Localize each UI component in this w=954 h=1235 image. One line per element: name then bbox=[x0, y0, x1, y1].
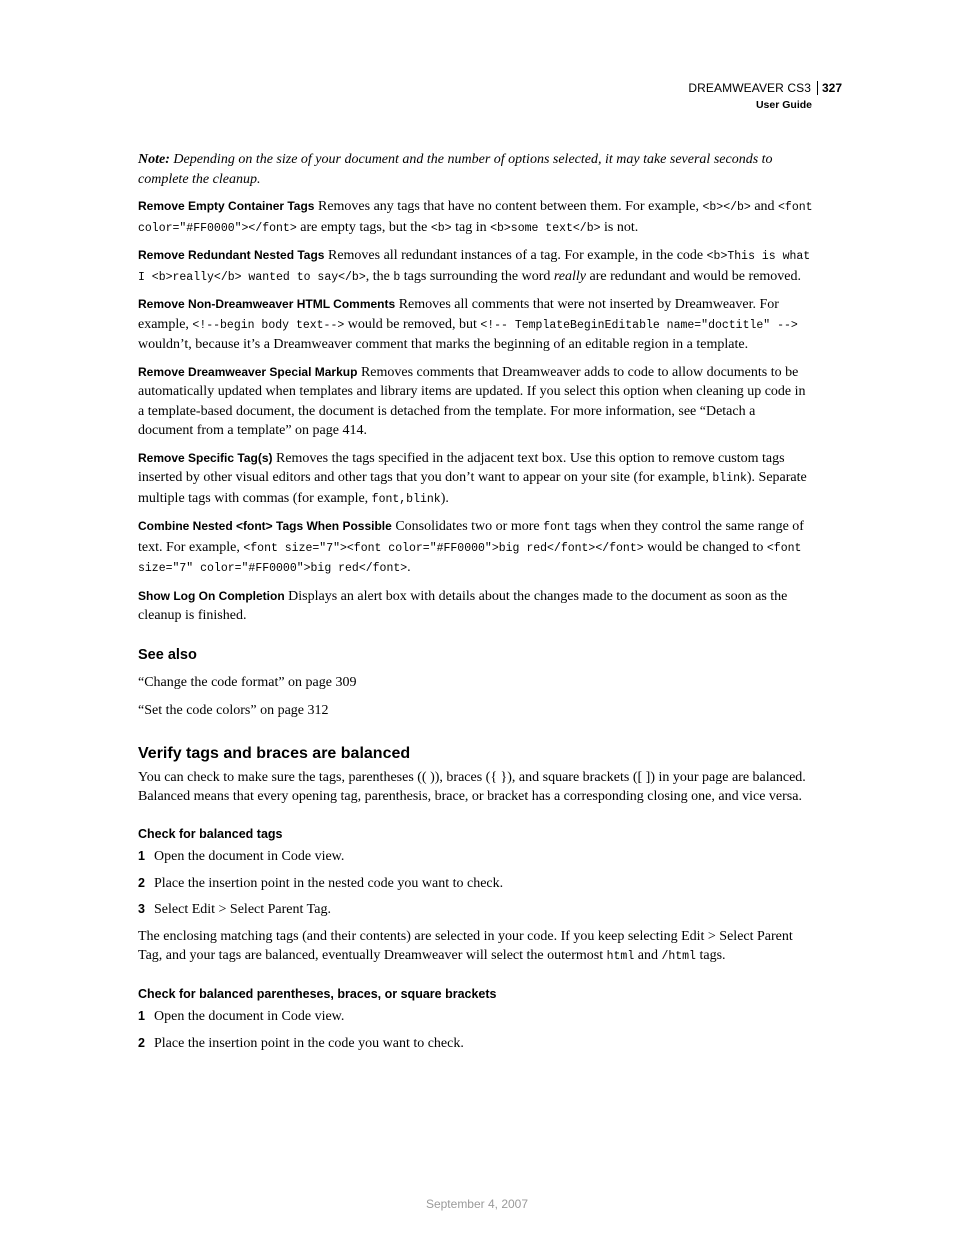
option-term: Remove Dreamweaver Special Markup bbox=[138, 364, 358, 379]
option-combine-nested-font-tags bbox=[138, 517, 814, 579]
step-text: Select Edit > Select Parent Tag. bbox=[154, 902, 331, 917]
option-text: . bbox=[407, 560, 411, 575]
option-remove-empty-container-tags bbox=[138, 197, 814, 238]
step-text: Open the document in Code view. bbox=[154, 849, 345, 864]
section-intro: You can check to make sure the tags, parentheses (( )), braces ({ }), and square brackets ([ ]) in your page are balanced. Balanced means that every opening tag, parenthesis, brace, or bracket has a corresponding closing one, and vice versa. bbox=[138, 769, 806, 804]
option-text: would be changed to bbox=[643, 539, 767, 555]
footer-date: September 4, 2007 bbox=[425, 1197, 529, 1211]
option-text: are redundant and would be removed. bbox=[586, 268, 801, 284]
option-text: Removes all comments that were not inserted by Dreamweaver. For example, bbox=[138, 297, 779, 332]
step-number: 1 bbox=[138, 849, 145, 863]
step-number: 3 bbox=[138, 902, 145, 916]
step-item bbox=[138, 1007, 814, 1027]
option-text: tags when they control the same range of text. For example, bbox=[138, 519, 804, 555]
option-text: Displays an alert box with details about the changes made to the document as soon as the cleanup is finished. bbox=[138, 588, 788, 623]
option-term: Remove Specific Tag(s) bbox=[138, 450, 273, 465]
note-paragraph bbox=[138, 150, 814, 189]
option-text: are empty tags, but the bbox=[296, 219, 431, 235]
option-text: , the bbox=[365, 268, 394, 284]
code-sample: font bbox=[543, 521, 571, 534]
option-term: Remove Redundant Nested Tags bbox=[138, 248, 325, 262]
guide-name: User Guide bbox=[755, 99, 812, 111]
see-also-heading: See also bbox=[138, 646, 197, 663]
code-sample: b bbox=[393, 270, 401, 284]
step-item bbox=[138, 1034, 814, 1054]
section-heading: Verify tags and braces are balanced bbox=[138, 745, 411, 762]
code-sample: <b>some text</b> bbox=[490, 221, 601, 235]
result-text: The enclosing matching tags (and their contents) are selected in your code. If you keep selecting Edit > Select Parent Tag, and your tags are balanced, eventually Dreamweaver will select the outermost bbox=[138, 928, 793, 963]
see-also-link[interactable]: “Set the code colors” on page 312 bbox=[138, 702, 329, 718]
page-number: 327 bbox=[822, 81, 843, 95]
step-number: 2 bbox=[138, 875, 145, 890]
option-text: Removes the tags specified in the adjacent text box. Use this option to remove custom tags inserted by other visual editors and other tags that you don’t want to appear on your site (for example, bbox=[138, 450, 785, 485]
step-text: Open the document in Code view. bbox=[154, 1009, 345, 1024]
see-also-link[interactable]: “Change the code format” on page 309 bbox=[138, 675, 357, 690]
option-remove-redundant-nested-tags bbox=[138, 246, 814, 287]
option-term: Combine Nested <font> Tags When Possible bbox=[138, 519, 392, 533]
option-text: tags surrounding the word bbox=[400, 268, 554, 284]
note-text: Depending on the size of your document and the number of options selected, it may take several seconds to complete the cleanup. bbox=[138, 152, 773, 187]
subsection-heading: Check for balanced tags bbox=[138, 826, 283, 841]
option-term: Show Log On Completion bbox=[138, 588, 285, 603]
step-text: Place the insertion point in the nested code you want to check. bbox=[154, 875, 504, 891]
step-item bbox=[138, 874, 814, 894]
code-sample: <!-- TemplateBeginEditable name="doctitle" --> bbox=[480, 318, 798, 332]
note-label: Note: bbox=[138, 152, 170, 167]
option-term: Remove Empty Container Tags bbox=[138, 199, 315, 213]
option-term: Remove Non-Dreamweaver HTML Comments bbox=[138, 297, 396, 311]
step-item bbox=[138, 847, 814, 867]
step-number: 2 bbox=[138, 1035, 145, 1050]
option-remove-non-dreamweaver-comments bbox=[138, 295, 814, 355]
code-sample: <!--begin body text--> bbox=[192, 318, 345, 332]
code-sample: <b></b> bbox=[702, 201, 751, 214]
option-text: tag in bbox=[451, 219, 491, 235]
code-sample: <font size="7" color="#FF0000">big red</font> bbox=[138, 541, 802, 575]
code-sample: <b>This is what I <b>really</b> wanted to say</b> bbox=[138, 250, 811, 284]
option-text: and bbox=[750, 199, 779, 214]
code-sample: html bbox=[606, 950, 635, 963]
code-sample: font,blink bbox=[371, 492, 441, 506]
product-name: DREAMWEAVER CS3 bbox=[688, 81, 818, 95]
code-sample: blink bbox=[712, 472, 747, 485]
step-item bbox=[138, 900, 814, 920]
option-text: Removes any tags that have no content between them. For example, bbox=[314, 199, 703, 214]
option-text: ). Separate multiple tags with commas (for example, bbox=[138, 470, 807, 506]
option-text: Removes all redundant instances of a tag. For example, in the code bbox=[324, 248, 707, 263]
step-text: Place the insertion point in the code you want to check. bbox=[154, 1035, 464, 1051]
code-sample: /html bbox=[661, 950, 696, 963]
code-sample: <font color="#FF0000"></font> bbox=[138, 201, 813, 235]
option-text: wouldn’t, because it’s a Dreamweaver comment that marks the beginning of an editable region in a template. bbox=[138, 337, 749, 352]
option-show-log-on-completion bbox=[138, 587, 814, 626]
result-text: tags. bbox=[695, 948, 726, 963]
code-sample: <font size="7"><font color="#FF0000">big red</font></font> bbox=[243, 541, 644, 555]
emphasis-text: really bbox=[553, 268, 586, 284]
option-text: ). bbox=[440, 490, 449, 506]
result-text: and bbox=[634, 948, 662, 963]
main-content bbox=[138, 150, 814, 1060]
option-text: is not. bbox=[600, 219, 639, 235]
option-text: Removes comments that Dreamweaver adds to code to allow documents to be automatically updated when templates and library items are updated. If you select this option when cleaning up code in a template-based document, the document is detached from the template. For more information, see “Detach a document from a template” on page 414. bbox=[138, 364, 806, 438]
option-remove-specific-tags bbox=[138, 449, 814, 510]
result-paragraph bbox=[138, 927, 814, 967]
option-text: would be removed, but bbox=[344, 316, 481, 332]
step-number: 1 bbox=[138, 1009, 145, 1023]
subsection-heading: Check for balanced parentheses, braces, or square brackets bbox=[138, 986, 497, 1001]
option-remove-dreamweaver-special-markup bbox=[138, 363, 814, 441]
code-sample: <b> bbox=[430, 221, 452, 235]
running-header bbox=[688, 79, 844, 111]
option-text: Consolidates two or more bbox=[391, 519, 544, 534]
